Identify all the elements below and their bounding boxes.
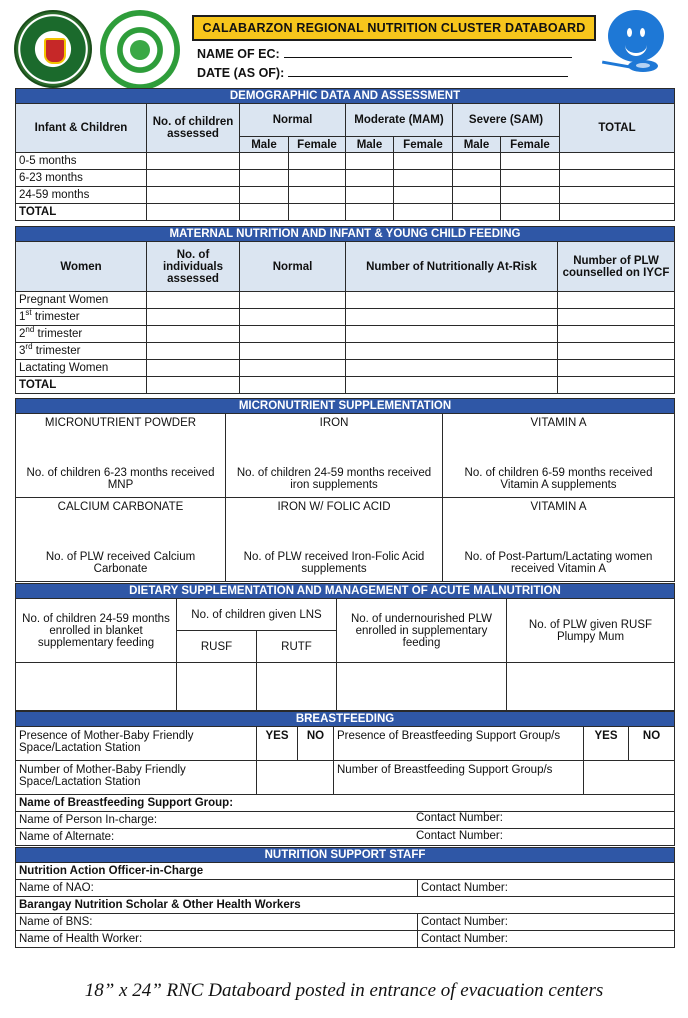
input-cell[interactable]	[240, 170, 289, 187]
input-cell[interactable]	[558, 309, 675, 326]
table-row	[16, 360, 675, 377]
input-cell[interactable]	[147, 343, 240, 360]
input-cell[interactable]	[453, 187, 501, 204]
input-cell[interactable]	[147, 377, 240, 394]
input-cell[interactable]	[289, 170, 346, 187]
demographic-table	[15, 88, 675, 221]
bns-heading: Barangay Nutrition Scholar & Other Health Workers	[16, 897, 675, 914]
input-cell[interactable]	[147, 153, 240, 170]
row-label: 1st trimester	[16, 309, 147, 326]
mbf-yes-checkbox[interactable]: YES	[257, 727, 298, 761]
col-female: Female	[289, 137, 346, 153]
col-rusf: RUSF	[177, 631, 257, 663]
col-female: Female	[501, 137, 560, 153]
input-cell[interactable]	[147, 292, 240, 309]
doh-seal-logo	[14, 10, 92, 88]
micronutrient-table	[15, 398, 675, 582]
input-cell[interactable]	[507, 663, 675, 711]
nao-contact-field[interactable]: Contact Number:	[418, 880, 675, 897]
input-cell[interactable]	[289, 153, 346, 170]
health-worker-name-field[interactable]: Name of Health Worker:	[16, 931, 418, 948]
input-cell[interactable]	[240, 326, 346, 343]
input-cell[interactable]	[453, 153, 501, 170]
input-cell[interactable]	[257, 663, 337, 711]
input-cell[interactable]	[394, 153, 453, 170]
bsg-yes-checkbox[interactable]: YES	[584, 727, 629, 761]
input-cell[interactable]	[558, 377, 675, 394]
alternate-contact-field[interactable]: Contact Number:	[416, 830, 503, 842]
input-cell[interactable]	[501, 204, 560, 221]
alternate-field[interactable]: Name of Alternate:	[16, 829, 584, 846]
input-cell[interactable]	[558, 292, 675, 309]
col-children-lns: No. of children given LNS	[177, 599, 337, 631]
staff-table	[15, 847, 675, 948]
input-cell[interactable]	[346, 343, 558, 360]
col-undernourished-plw: No. of undernourished PLW enrolled in supplementary feeding	[337, 599, 507, 663]
iron-folic-acid-cell[interactable]: IRON W/ FOLIC ACID No. of PLW received Iron-Folic Acid supplements	[226, 498, 443, 582]
section-dietary: DIETARY SUPPLEMENTATION AND MANAGEMENT OF ACUTE MALNUTRITION	[16, 584, 675, 599]
input-cell[interactable]	[147, 204, 240, 221]
section-staff: NUTRITION SUPPORT STAFF	[16, 848, 675, 863]
section-breastfeeding: BREASTFEEDING	[16, 712, 675, 727]
input-cell[interactable]	[453, 170, 501, 187]
row-label: Pregnant Women	[16, 292, 147, 309]
table-row	[16, 343, 675, 360]
person-in-charge-field[interactable]: Name of Person In-charge:	[16, 812, 584, 829]
input-cell[interactable]	[240, 187, 289, 204]
table-row	[16, 309, 675, 326]
input-cell[interactable]	[394, 187, 453, 204]
row-label-total: TOTAL	[16, 204, 147, 221]
input-cell[interactable]	[394, 204, 453, 221]
vitamin-a-children-cell[interactable]: VITAMIN A No. of children 6-59 months received Vitamin A supplements	[443, 414, 675, 498]
col-normal: Normal	[240, 242, 346, 292]
col-infant-children: Infant & Children	[16, 104, 147, 153]
row-label: Lactating Women	[16, 360, 147, 377]
input-cell[interactable]	[346, 204, 394, 221]
col-women: Women	[16, 242, 147, 292]
mbf-no-checkbox[interactable]: NO	[298, 727, 334, 761]
input-cell[interactable]	[346, 360, 558, 377]
dietary-table	[15, 583, 675, 711]
input-cell[interactable]	[147, 309, 240, 326]
vitamin-a-women-cell[interactable]: VITAMIN A No. of Post-Partum/Lactating women received Vitamin A	[443, 498, 675, 582]
presence-mbf-label: Presence of Mother-Baby Friendly Space/Lactation Station	[16, 727, 257, 761]
input-cell[interactable]	[346, 170, 394, 187]
number-bsg-label: Number of Breastfeeding Support Group/s	[334, 761, 584, 795]
table-row	[16, 153, 675, 170]
col-blanket-feeding: No. of children 24-59 months enrolled in blanket supplementary feeding	[16, 599, 177, 663]
spoon-icon	[602, 58, 660, 72]
bns-name-field[interactable]: Name of BNS:	[16, 914, 418, 931]
input-cell[interactable]	[16, 663, 177, 711]
input-cell[interactable]	[147, 360, 240, 377]
input-cell[interactable]	[394, 170, 453, 187]
input-cell[interactable]	[346, 153, 394, 170]
table-row	[16, 170, 675, 187]
col-plw-counselled: Number of PLW counselled on IYCF	[558, 242, 675, 292]
section-demographic: DEMOGRAPHIC DATA AND ASSESSMENT	[16, 89, 675, 104]
input-cell[interactable]	[560, 204, 675, 221]
input-cell[interactable]	[177, 663, 257, 711]
col-male: Male	[240, 137, 289, 153]
table-row	[16, 663, 675, 711]
input-cell[interactable]	[346, 187, 394, 204]
breastfeeding-table	[15, 711, 675, 846]
input-cell[interactable]	[558, 343, 675, 360]
col-total: TOTAL	[560, 104, 675, 153]
table-row	[16, 326, 675, 343]
presence-bsg-label: Presence of Breastfeeding Support Group/s	[334, 727, 584, 761]
input-cell[interactable]	[501, 153, 560, 170]
col-rutf: RUTF	[257, 631, 337, 663]
input-cell[interactable]	[560, 187, 675, 204]
input-cell[interactable]	[346, 309, 558, 326]
input-cell[interactable]	[240, 377, 346, 394]
col-children-assessed: No. of children assessed	[147, 104, 240, 153]
input-cell[interactable]	[337, 663, 507, 711]
number-mbf-label: Number of Mother-Baby Friendly Space/Lactation Station	[16, 761, 257, 795]
col-male: Male	[453, 137, 501, 153]
row-label: 6-23 months	[16, 170, 147, 187]
ec-name-field[interactable]: NAME OF EC:	[197, 46, 572, 61]
iron-cell[interactable]: IRON No. of children 24-59 months received iron supplements	[226, 414, 443, 498]
table-row	[16, 204, 675, 221]
table-row	[16, 187, 675, 204]
row-label: 2nd trimester	[16, 326, 147, 343]
col-plw-plumpy-mum: No. of PLW given RUSF Plumpy Mum	[507, 599, 675, 663]
databoard-title: CALABARZON REGIONAL NUTRITION CLUSTER DATABOARD	[192, 15, 596, 41]
header	[0, 0, 688, 86]
bsg-no-checkbox[interactable]: NO	[629, 727, 675, 761]
col-individuals-assessed: No. of individuals assessed	[147, 242, 240, 292]
row-label: 0-5 months	[16, 153, 147, 170]
input-cell[interactable]	[346, 326, 558, 343]
input-cell[interactable]	[289, 187, 346, 204]
section-micronutrient: MICRONUTRIENT SUPPLEMENTATION	[16, 399, 675, 414]
input-cell[interactable]	[240, 292, 346, 309]
nutrition-council-seal-logo	[100, 10, 180, 90]
input-cell[interactable]	[240, 153, 289, 170]
row-label: 3rd trimester	[16, 343, 147, 360]
col-severe-sam: Severe (SAM)	[453, 104, 560, 137]
person-contact-field[interactable]: Contact Number:	[416, 812, 503, 824]
input-cell[interactable]	[240, 309, 346, 326]
nao-name-field[interactable]: Name of NAO:	[16, 880, 418, 897]
section-maternal: MATERNAL NUTRITION AND INFANT & YOUNG CHILD FEEDING	[16, 227, 675, 242]
input-cell[interactable]	[560, 170, 675, 187]
col-female: Female	[394, 137, 453, 153]
figure-caption: 18” x 24” RNC Databoard posted in entrance of evacuation centers	[84, 980, 604, 1001]
input-cell[interactable]	[147, 326, 240, 343]
table-row	[16, 292, 675, 309]
input-cell[interactable]	[501, 187, 560, 204]
col-male: Male	[346, 137, 394, 153]
input-cell[interactable]	[346, 292, 558, 309]
input-cell[interactable]	[240, 343, 346, 360]
row-label: 24-59 months	[16, 187, 147, 204]
bns-contact-field[interactable]: Contact Number:	[418, 914, 675, 931]
input-cell[interactable]	[289, 204, 346, 221]
input-cell[interactable]	[453, 204, 501, 221]
input-cell[interactable]	[147, 170, 240, 187]
health-worker-contact-field[interactable]: Contact Number:	[418, 931, 675, 948]
input-cell[interactable]	[558, 360, 675, 377]
calcium-carbonate-cell[interactable]: CALCIUM CARBONATE No. of PLW received Calcium Carbonate	[16, 498, 226, 582]
number-bsg-input[interactable]	[584, 761, 675, 795]
input-cell[interactable]	[501, 170, 560, 187]
input-cell[interactable]	[346, 377, 558, 394]
input-cell[interactable]	[560, 153, 675, 170]
input-cell[interactable]	[240, 204, 289, 221]
nutrition-mascot-icon	[608, 10, 664, 62]
input-cell[interactable]	[240, 360, 346, 377]
nao-heading: Nutrition Action Officer-in-Charge	[16, 863, 675, 880]
mnp-cell[interactable]: MICRONUTRIENT POWDER No. of children 6-23 months received MNP	[16, 414, 226, 498]
input-cell[interactable]	[558, 326, 675, 343]
col-moderate-mam: Moderate (MAM)	[346, 104, 453, 137]
number-mbf-input[interactable]	[257, 761, 334, 795]
bsg-name-field[interactable]: Name of Breastfeeding Support Group:	[16, 795, 675, 812]
input-cell[interactable]	[147, 187, 240, 204]
table-row	[16, 377, 675, 394]
date-field[interactable]: DATE (AS OF):	[197, 65, 568, 80]
col-nutritionally-at-risk: Number of Nutritionally At-Risk	[346, 242, 558, 292]
col-normal: Normal	[240, 104, 346, 137]
row-label-total: TOTAL	[16, 377, 147, 394]
maternal-table	[15, 226, 675, 394]
